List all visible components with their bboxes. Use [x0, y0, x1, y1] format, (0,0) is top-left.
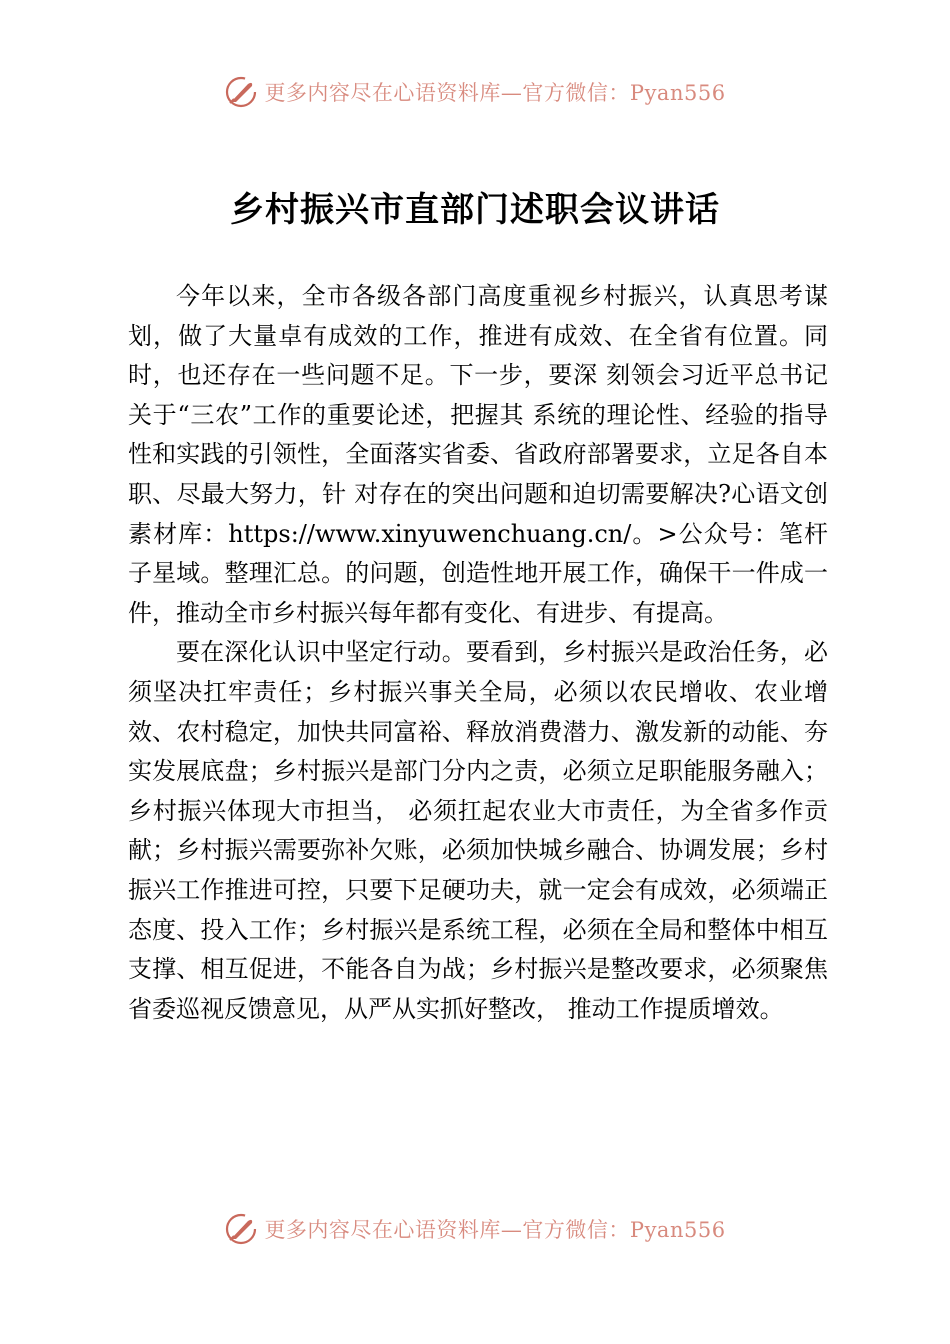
document-body	[128, 277, 828, 1029]
footer-banner-text: 更多内容尽在心语资料库—官方微信：Pyan556	[264, 1218, 726, 1242]
quill-pen-logo-icon	[224, 1212, 258, 1246]
header-banner-text: 更多内容尽在心语资料库—官方微信：Pyan556	[264, 81, 726, 105]
quill-pen-logo-icon	[224, 75, 258, 109]
footer-banner	[0, 1209, 950, 1249]
header-banner	[0, 72, 950, 112]
paragraph: 要在深化认识中坚定行动。要看到，乡村振兴是政治任务，必须坚决扛牢责任；乡村振兴事关全局，必须以农民增收、农业增效、农村稳定，加快共同富裕、释放消费潜力、激发新的动能、夯实发展底盘；乡村振兴是部门分内之责，必须立足职能服务融入；乡村振兴体现大市担当， 必须扛起农业大市责任，为全省多作贡献；乡村振兴需要弥补欠账，必须加快城乡融合、协调发展；乡村振兴工作推进可控，只要下足硬功夫，就一定会有成效，必须端正态度、投入工作；乡村振兴是系统工程，必须在全局和整体中相互支撑、相互促进，不能各自为战；乡村振兴是整改要求，必须聚焦省委巡视反馈意见，从严从实抓好整改， 推动工作提质增效。	[128, 638, 828, 1023]
document-title: 乡村振兴市直部门述职会议讲话	[230, 190, 720, 230]
paragraph: 今年以来，全市各级各部门高度重视乡村振兴，认真思考谋划，做了大量卓有成效的工作，推进有成效、在全省有位置。同时，也还存在一些问题不足。下一步，要深 刻领会习近平总书记关于“三农”工作的重要论述，把握其 系统的理论性、经验的指导性和实践的引领性，全面落实省委、省政府部署要求，立足各自本职、尽最大努力，针 对存在的突出问题和迫切需要解决?心语文创素材库：https://www.xinyuwenchuang.cn/。>公众号：笔杆子星域。整理汇总。的问题，创造性地开展工作，确保干一件成一件，推动全市乡村振兴每年都有变化、有进步、有提高。	[128, 282, 828, 627]
